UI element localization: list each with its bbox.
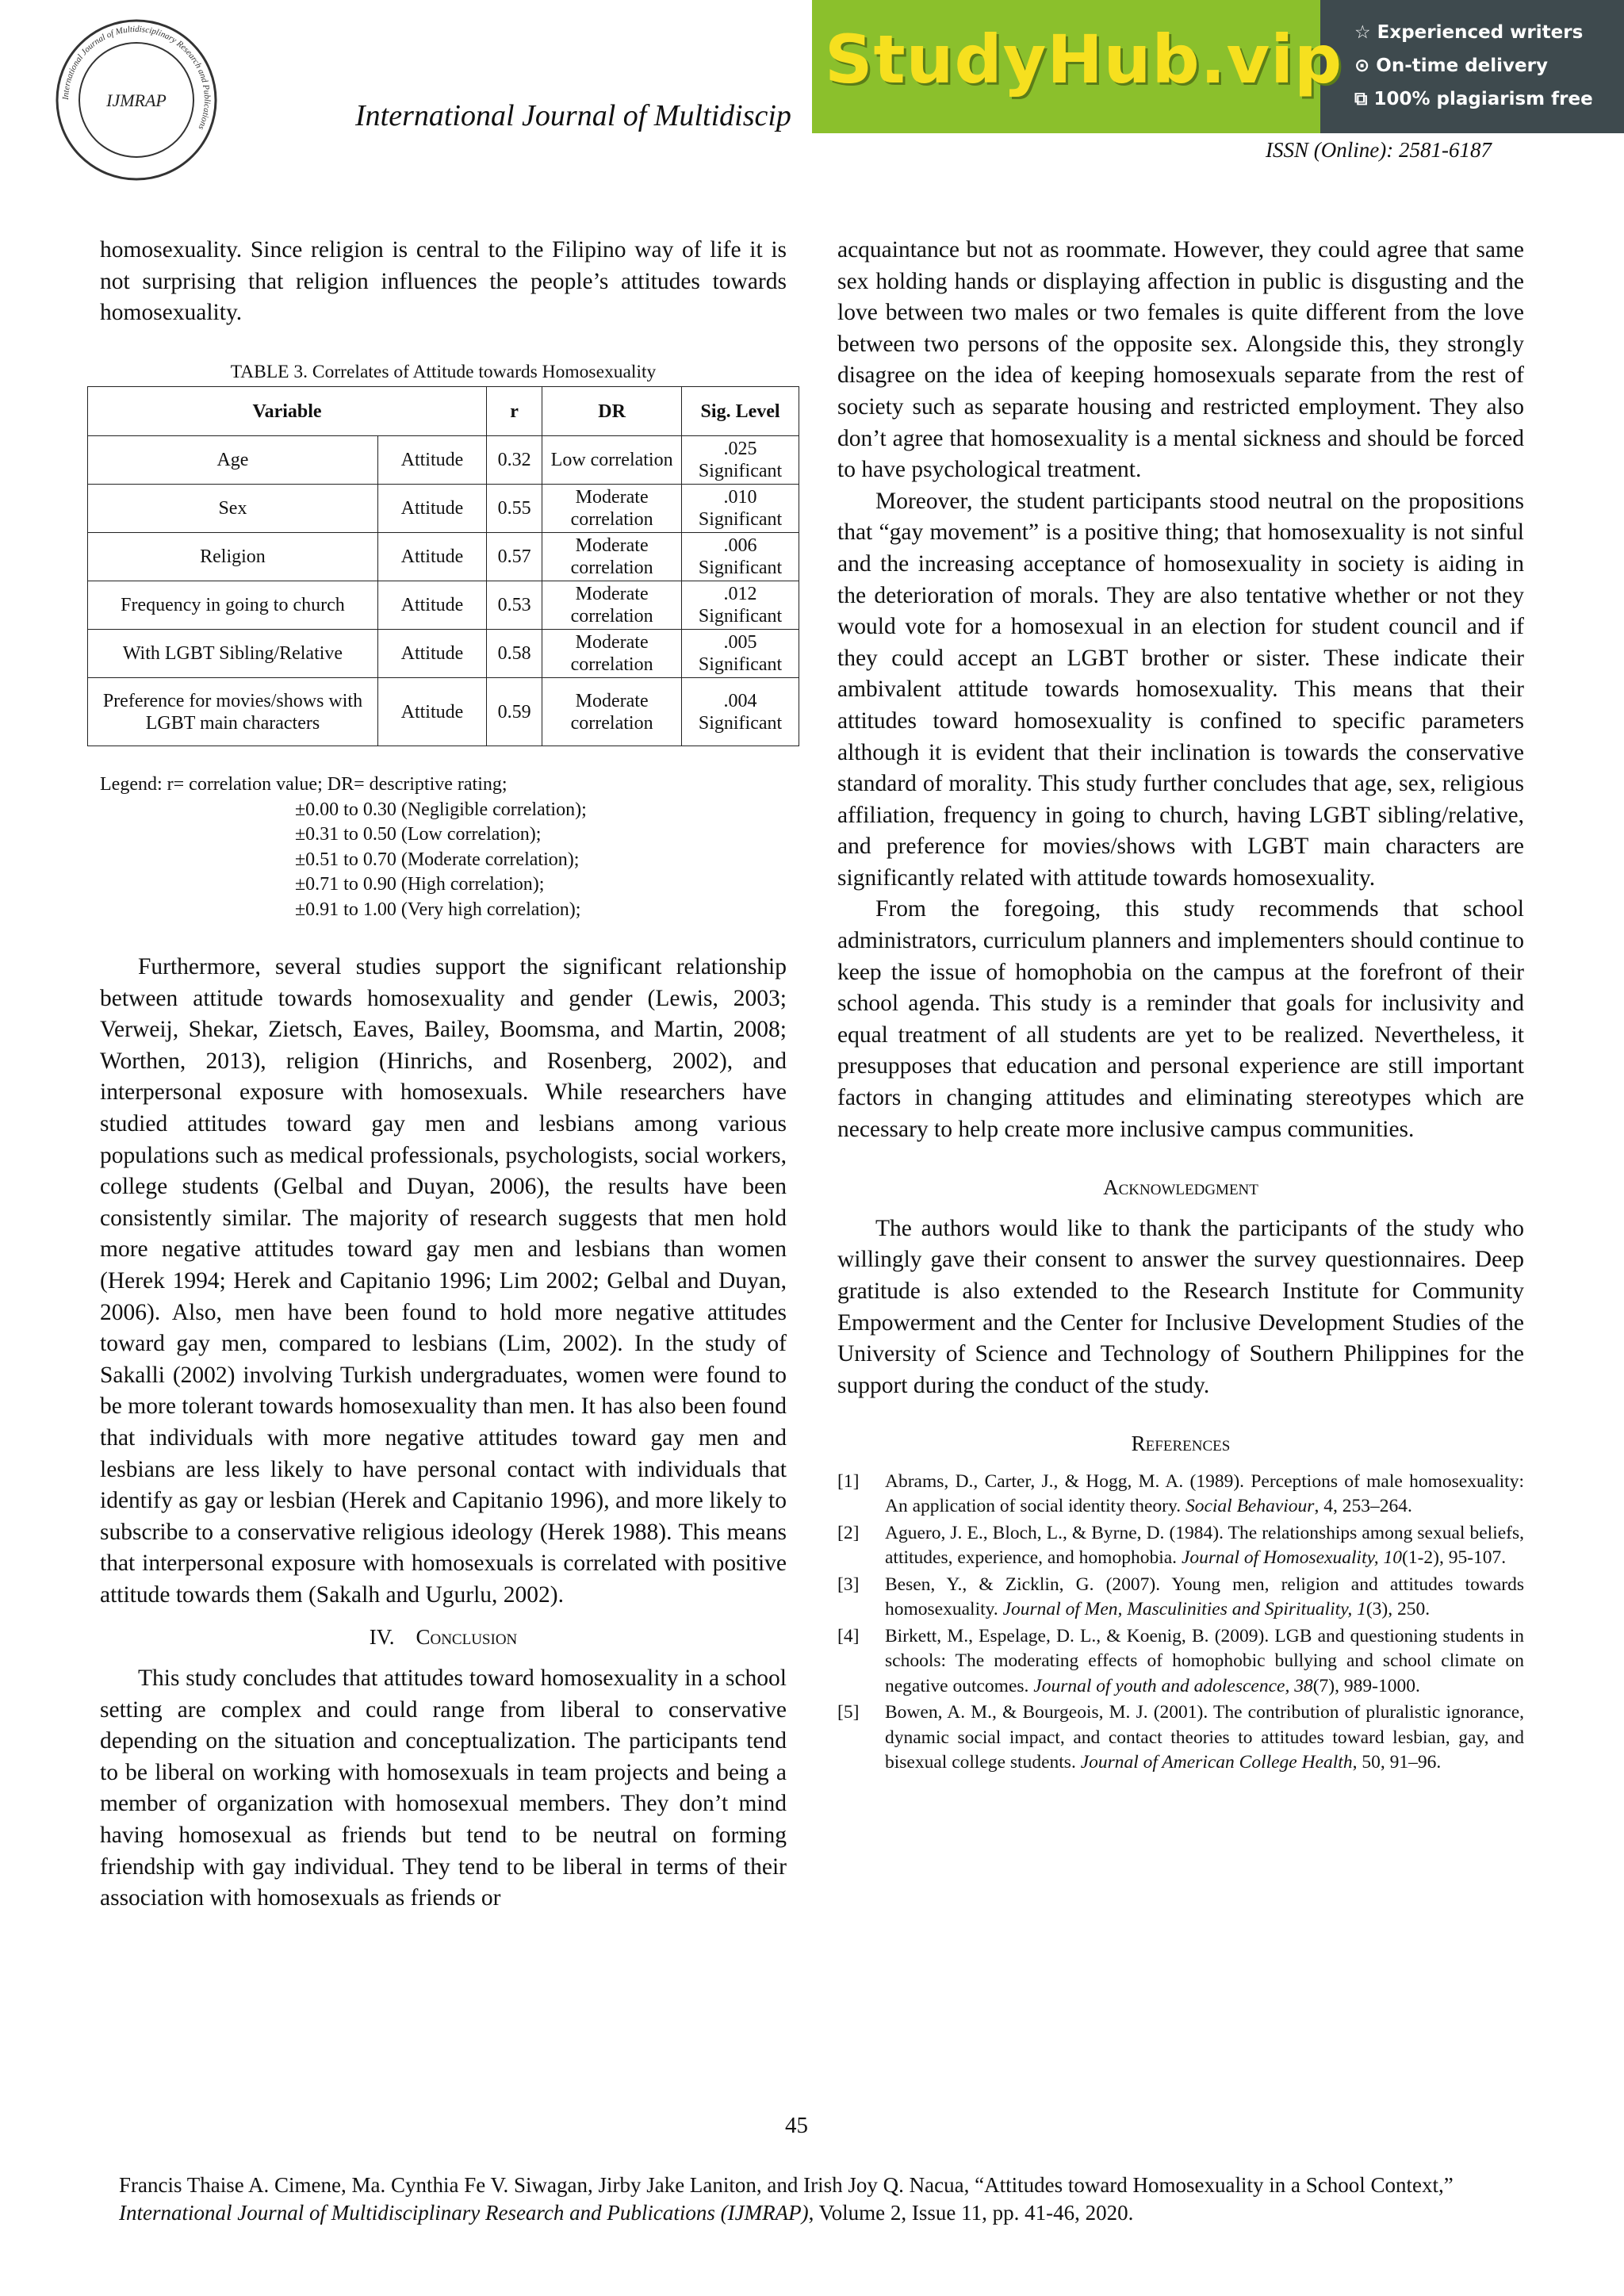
acknowledgment-heading: Acknowledgment bbox=[1103, 1175, 1258, 1200]
paragraph: This study concludes that attitudes toward homosexuality in a school setting are complex and could range from liberal to conservative depending on the situation and conceptualization. The participants tend to be liberal on working with homosexuals in team projects and being a member of organization with homosexual members. They don’t mind having homosexual as friends but tend to be neutral on forming friendship with gay individual. They tend to be liberal in terms of their association with homosexuals as friends or bbox=[100, 1665, 787, 1911]
reference-list bbox=[837, 1470, 1524, 1776]
table-row bbox=[88, 485, 799, 533]
paragraph: From the foregoing, this study recommends that school administrators, curriculum planners and implementers should continue to keep the issue of homophobia on the campus at the forefront of their school agenda. This study is a reminder that goals for inclusivity and equal treatment of all students are yet to be realized. Nevertheless, it presupposes that education and personal experience are still important factors in changing attitudes and eliminating stereotypes which are necessary to help create more inclusive campus communities. bbox=[837, 896, 1524, 1142]
page-number: 45 bbox=[785, 2113, 808, 2138]
cell-dr: Moderate correlation bbox=[542, 630, 682, 678]
reference-item bbox=[837, 1624, 1524, 1700]
cell-dr: Moderate correlation bbox=[542, 678, 682, 746]
section-title: Conclusion bbox=[416, 1625, 518, 1650]
reference-item bbox=[837, 1573, 1524, 1623]
footer-tail: , Volume 2, Issue 11, pp. 41-46, 2020. bbox=[808, 2201, 1134, 2225]
header-r: r bbox=[487, 387, 542, 436]
cell-variable: Age bbox=[88, 436, 378, 485]
paragraph: The authors would like to thank the participants of the study who willingly gave their consent to answer the survey questionnaires. Deep gratitude is also extended to the Research Institute for Community Empowerment and the Center for Inclusive Development Studies of the University of Science and Technology of Southern Philippines for the support during the conduct of the study. bbox=[837, 1215, 1524, 1398]
cell-variable: Frequency in going to church bbox=[88, 581, 378, 630]
reference-tail: (7), 989-1000. bbox=[1312, 1675, 1420, 1696]
paragraph: Moreover, the student participants stood neutral on the propositions that “gay movement” is a positive thing; that homosexuality is not sinful and the increasing acceptance of homosexuality in society is aiding in the deterioration of morals. They are also tentative whether or not they would vote for a homosexual in an election for student council and if they could accept an LGBT brother or sister. These indicate their ambivalent attitude towards homosexuality. This means that their attitudes toward homosexuality is confined to specific parameters although it is evident that their inclination is towards the conservative standard of morality. This study further concludes that age, sex, religious affiliation, frequency in going to church, having LGBT sibling/relative, and preference for movies/shows with LGBT main characters are significantly related with attitude towards homosexuality. bbox=[837, 488, 1524, 891]
table-row bbox=[88, 678, 799, 746]
cell-dr: Moderate correlation bbox=[542, 581, 682, 630]
ad-feature-plagiarism: ⧉ 100% plagiarism free bbox=[1354, 89, 1593, 109]
table-caption: TABLE 3. Correlates of Attitude towards Homosexuality bbox=[230, 362, 657, 382]
cell-r: 0.32 bbox=[487, 436, 542, 485]
left-column-body bbox=[100, 952, 787, 1915]
cell-dr: Moderate correlation bbox=[542, 485, 682, 533]
cell-r: 0.57 bbox=[487, 533, 542, 581]
table-row bbox=[88, 630, 799, 678]
cell-r: 0.53 bbox=[487, 581, 542, 630]
table-row bbox=[88, 533, 799, 581]
cell-variable: Religion bbox=[88, 533, 378, 581]
reference-text: Aguero, J. E., Bloch, L., & Byrne, D. (1984). The relationships among sexual beliefs, attitudes, experience, and homophobia. bbox=[885, 1522, 1524, 1569]
table-legend bbox=[100, 772, 587, 922]
cell-attitude: Attitude bbox=[377, 485, 486, 533]
legend-item: ±0.31 to 0.50 (Low correlation); bbox=[295, 824, 542, 845]
reference-item bbox=[837, 1700, 1524, 1776]
header-dr: DR bbox=[542, 387, 682, 436]
clock-icon: ⊙ bbox=[1354, 56, 1377, 76]
reference-item bbox=[837, 1521, 1524, 1571]
journal-logo bbox=[54, 17, 219, 182]
cell-sig: .025 Significant bbox=[682, 436, 799, 485]
reference-number: [4] bbox=[837, 1625, 860, 1646]
reference-journal: Journal of Homosexuality, 10 bbox=[1181, 1547, 1402, 1569]
paragraph: homosexuality. Since religion is central to the Filipino way of life it is not surprising that religion influences the people’s attitudes towards homosexuality. bbox=[100, 237, 787, 326]
reference-number: [5] bbox=[837, 1702, 860, 1723]
ad-brand[interactable]: StudyHub.vip bbox=[825, 21, 1343, 98]
table-row bbox=[88, 581, 799, 630]
legend-item: ±0.51 to 0.70 (Moderate correlation); bbox=[295, 849, 580, 870]
logo-ring-text: International Journal of Multidisciplinary Research and Publications bbox=[60, 24, 213, 132]
cell-variable: Preference for movies/shows with LGBT main characters bbox=[88, 678, 378, 746]
reference-item bbox=[837, 1470, 1524, 1520]
reference-number: [1] bbox=[837, 1470, 860, 1492]
header-variable: Variable bbox=[88, 387, 487, 436]
legend-item: ±0.91 to 1.00 (Very high correlation); bbox=[295, 899, 581, 920]
cell-variable: With LGBT Sibling/Relative bbox=[88, 630, 378, 678]
reference-tail: , 4, 253–264. bbox=[1314, 1496, 1412, 1517]
reference-number: [3] bbox=[837, 1573, 860, 1595]
cell-attitude: Attitude bbox=[377, 678, 486, 746]
cell-attitude: Attitude bbox=[377, 533, 486, 581]
cell-sig: .005 Significant bbox=[682, 630, 799, 678]
reference-journal: Journal of Men, Masculinities and Spirituality, 1 bbox=[1002, 1599, 1366, 1620]
reference-text: Besen, Y., & Zicklin, G. (2007). Young men, religion and attitudes towards homosexuality. bbox=[885, 1573, 1524, 1620]
reference-text: Abrams, D., Carter, J., & Hogg, M. A. (1989). Perceptions of male homosexuality: An application of social identity theory. bbox=[885, 1470, 1524, 1517]
references-heading: References bbox=[1131, 1432, 1231, 1456]
cell-attitude: Attitude bbox=[377, 581, 486, 630]
right-column bbox=[837, 235, 1524, 1777]
ad-feature-delivery: ⊙ On-time delivery bbox=[1354, 56, 1548, 76]
section-number: IV. bbox=[369, 1625, 395, 1650]
citation-footer bbox=[119, 2171, 1515, 2227]
reference-journal: Social Behaviour bbox=[1185, 1496, 1315, 1517]
paragraph: Furthermore, several studies support the significant relationship between attitude towards homosexuality and gender (Lewis, 2003; Verweij, Shekar, Zietsch, Eaves, Bailey, Boomsma, and Martin, 2008; Worthen, 2013), religion (Hinrichs, and Rosenberg, 2002), and interpersonal exposure with homosexuals. While researchers have studied attitudes toward gay men and lesbians among various populations such as medical professionals, psychologists, social workers, college students (Gelbal and Duyan, 2006), the results have been consistently similar. The majority of research suggests that men hold more negative attitudes toward gay men and lesbians than women (Herek 1994; Herek and Capitanio 1996; Lim 2002; Gelbal and Duyan, 2006). Also, men have been found to hold more negative attitudes toward gay men, compared to lesbians (Lim, 2002). In the study of Sakalli (2002) involving Turkish undergraduates, women were found to be more tolerant towards homosexuality than men. It has also been found that individuals with more negative attitudes toward gay men and lesbians are less likely to have personal contact with individuals that identify as gay or lesbian (Herek and Capitanio 1996), and more likely to subscribe to a conservative religious ideology (Herek 1988). This means that interpersonal exposure with homosexuals is correlated with positive attitude towards them (Sakalh and Ugurlu, 2002). bbox=[100, 954, 787, 1608]
cell-r: 0.58 bbox=[487, 630, 542, 678]
cell-sig: .010 Significant bbox=[682, 485, 799, 533]
cell-sig: .006 Significant bbox=[682, 533, 799, 581]
cell-r: 0.55 bbox=[487, 485, 542, 533]
reference-text: Bowen, A. M., & Bourgeois, M. J. (2001). The contribution of pluralistic ignorance, dynamic social impact, and contact theories to attitudes toward lesbian, gay, and bisexual college students. bbox=[885, 1702, 1524, 1773]
section-heading-conclusion bbox=[100, 1622, 787, 1654]
legend-title: Legend: r= correlation value; DR= descriptive rating; bbox=[100, 774, 508, 795]
header-sig: Sig. Level bbox=[682, 387, 799, 436]
cell-sig: .004 Significant bbox=[682, 678, 799, 746]
cell-attitude: Attitude bbox=[377, 436, 486, 485]
reference-text: Birkett, M., Espelage, D. L., & Koenig, B. (2009). LGB and questioning students in schools: The moderating effects of homophobic bullying and school climate on negative outcomes. bbox=[885, 1625, 1524, 1696]
paragraph: acquaintance but not as roommate. However, they could agree that same sex holding hands or displaying affection in public is disgusting and the love between two males or two females is quite different from the love between two persons of the opposite sex. Alongside this, they strongly disagree on the idea of keeping homosexuals separate from the rest of society such as separate housing and restricted employment. They also don’t agree that homosexuality is a mental sickness and should be forced to have psychological treatment. bbox=[837, 237, 1524, 483]
reference-tail: (1-2), 95-107. bbox=[1402, 1547, 1507, 1569]
cell-dr: Low correlation bbox=[542, 436, 682, 485]
footer-authors: Francis Thaise A. Cimene, Ma. Cynthia Fe V. Siwagan, Jirby Jake Laniton, and Irish Joy Q. Nacua, “Attitudes toward Homosexuality in a School Context,” bbox=[119, 2173, 1454, 2197]
copy-icon: ⧉ bbox=[1354, 89, 1374, 109]
cell-attitude: Attitude bbox=[377, 630, 486, 678]
cell-r: 0.59 bbox=[487, 678, 542, 746]
table-row bbox=[88, 436, 799, 485]
logo-text: IJMRAP bbox=[106, 90, 167, 110]
footer-journal: International Journal of Multidisciplinary Research and Publications (IJMRAP) bbox=[119, 2201, 809, 2225]
correlation-table bbox=[87, 386, 799, 746]
reference-tail: , 50, 91–96. bbox=[1352, 1752, 1442, 1773]
reference-number: [2] bbox=[837, 1522, 860, 1543]
cell-dr: Moderate correlation bbox=[542, 533, 682, 581]
reference-journal: Journal of American College Health bbox=[1080, 1752, 1353, 1773]
journal-title: International Journal of Multidiscip bbox=[355, 99, 791, 132]
issn: ISSN (Online): 2581-6187 bbox=[1266, 138, 1492, 162]
ad-feature-writers: ☆ Experienced writers bbox=[1354, 22, 1584, 43]
star-icon: ☆ bbox=[1354, 22, 1377, 43]
legend-item: ±0.00 to 0.30 (Negligible correlation); bbox=[295, 799, 587, 820]
cell-sig: .012 Significant bbox=[682, 581, 799, 630]
legend-item: ±0.71 to 0.90 (High correlation); bbox=[295, 874, 545, 895]
cell-variable: Sex bbox=[88, 485, 378, 533]
left-column-intro bbox=[100, 235, 787, 329]
reference-tail: (3), 250. bbox=[1365, 1599, 1431, 1620]
reference-journal: Journal of youth and adolescence, 38 bbox=[1033, 1675, 1313, 1696]
